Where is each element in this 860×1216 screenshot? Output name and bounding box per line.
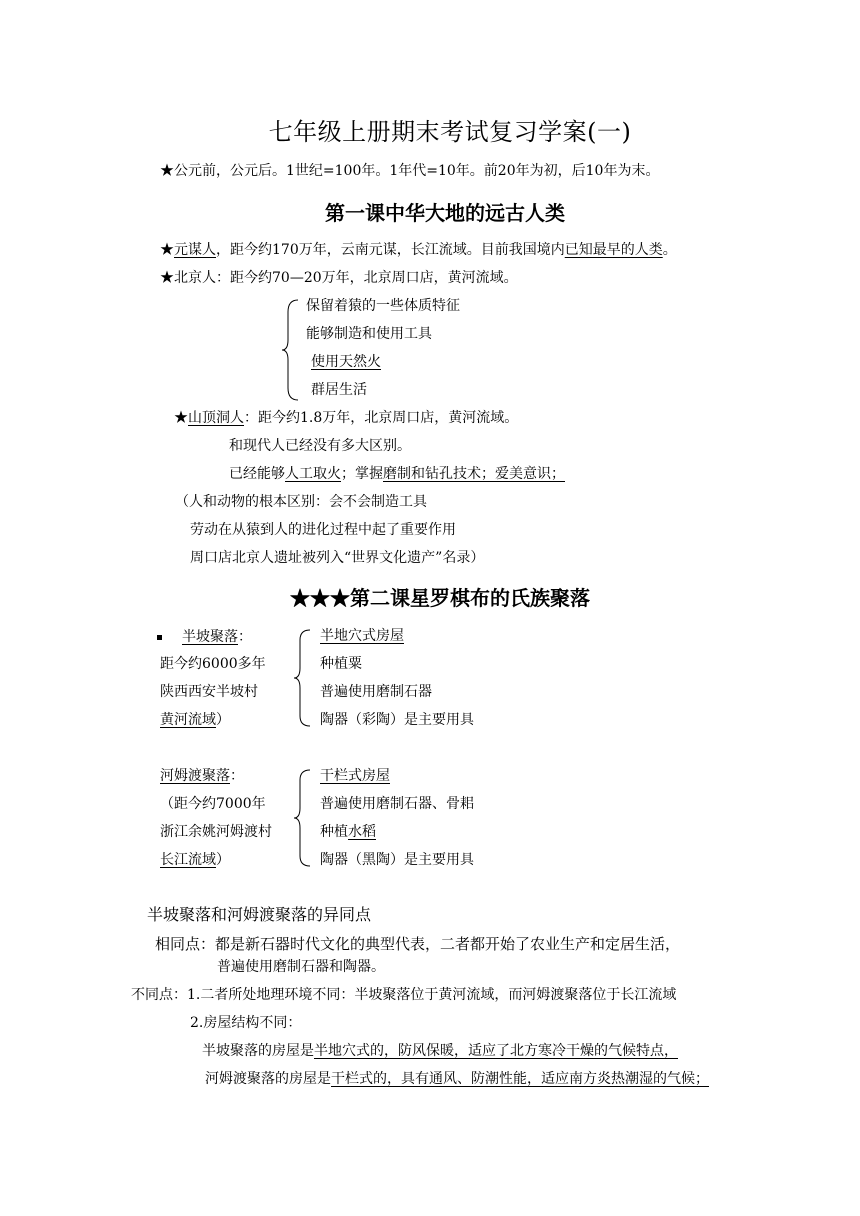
text-a: 已经能够 [229,466,285,482]
same-line-1: 相同点：都是新石器时代文化的典型代表，二者都开始了农业生产和定居生活， [155,935,681,953]
text-a: 河姆渡聚落的房屋是 [205,1071,331,1087]
note-line: （人和动物的根本区别：会不会制造工具 [175,494,427,510]
text-b: 半地穴式的，防风保暖，适应了北方寒冷干燥的气候特点， [314,1043,678,1059]
banpo-brace [292,626,316,730]
text-a: 种植 [320,824,348,840]
text-b: 人工取火 [285,466,341,482]
text-b: 水稻 [348,824,376,840]
banpo-colon: ： [238,629,252,645]
hemudu-feature [320,823,376,841]
lesson2-heading: ★★★第二课星罗棋布的氏族聚落 [290,586,590,610]
yuanmou-name: 元谋人 [174,242,216,258]
hemudu-brace [292,766,316,870]
hemudu-river: 长江流域 [160,852,216,868]
same-line-2: 普遍使用磨制石器和陶器。 [217,959,385,975]
feature-item: 群居生活 [311,382,367,398]
banpo-title [157,628,252,646]
hemudu-feature: 陶器（黑陶）是主要用具 [320,852,474,868]
hemudu-river-line [160,851,230,869]
shanding-line-3 [229,465,573,483]
text-a: 半坡聚落的房屋是 [202,1043,314,1059]
hemudu-info: （距今约7000年 [160,796,266,812]
features-brace [280,296,304,404]
hemudu-title [160,767,244,785]
hemudu-name: 河姆渡聚落 [160,768,230,784]
feature-item: 能够制造和使用工具 [306,326,432,342]
banpo-feature: 种植粟 [320,656,362,672]
hemudu-feature: 普遍使用磨制石器、骨耜 [320,796,474,812]
hemudu-info: 浙江余姚河姆渡村 [160,824,272,840]
text-d: 磨制和钻孔技术；爱美意识； [383,466,565,482]
yuanmou-highlight: 已知最早的人类 [564,242,663,258]
banpo-feature: 普遍使用磨制石器 [320,684,432,700]
star-mark: ★ [174,410,188,426]
beijing-line: ★北京人：距今约70—20万年，北京周口店，黄河流域。 [160,270,518,286]
feature-item: 使用天然火 [311,354,381,370]
banpo-feature: 半地穴式房屋 [320,628,404,644]
shanding-line-2: 和现代人已经没有多大区别。 [229,438,411,454]
hemudu-feature: 干栏式房屋 [320,768,390,784]
intro-line: ★公元前，公元后。1世纪=100年。1年代=10年。前20年为初，后10年为末。 [160,163,660,179]
paren-close: ） [216,852,230,868]
banpo-name: 半坡聚落 [182,629,238,645]
yuanmou-line [160,241,677,259]
yuanmou-desc: ，距今约170万年，云南元谋，长江流域。目前我国境内 [216,242,565,258]
shanding-desc: ：距今约1.8万年，北京周口店，黄河流域。 [244,410,519,426]
text-c: ；掌握 [341,466,383,482]
diff-line-4 [205,1070,709,1088]
banpo-river: 黄河流域 [160,712,216,728]
bullet-icon [157,635,162,640]
hemudu-colon: ： [230,768,244,784]
banpo-feature: 陶器（彩陶）是主要用具 [320,712,474,728]
shanding-name: 山顶洞人 [188,410,244,426]
banpo-info: 陕西西安半坡村 [160,684,258,700]
paren-close: ） [216,712,230,728]
diff-line-1: 不同点：1.二者所处地理环境不同：半坡聚落位于黄河流域，而河姆渡聚落位于长江流域 [131,987,677,1003]
yuanmou-end: 。 [662,242,677,258]
text-b: 干栏式的，具有通风、防潮性能，适应南方炎热潮湿的气候； [331,1071,709,1087]
diff-line-3 [202,1042,678,1060]
page-title: 七年级上册期末考试复习学案(一) [268,118,632,146]
star-mark: ★ [160,242,174,258]
lesson1-heading: 第一课中华大地的远古人类 [325,201,565,225]
diff-line-2: 2.房屋结构不同： [190,1015,302,1031]
compare-title: 半坡聚落和河姆渡聚落的异同点 [147,905,372,924]
note-line: 周口店北京人遗址被列入“世界文化遗产”名录） [190,550,485,566]
banpo-river-line [160,711,230,729]
shanding-line [174,409,518,427]
note-line: 劳动在从猿到人的进化过程中起了重要作用 [190,522,456,538]
feature-item: 保留着猿的一些体质特征 [306,298,460,314]
banpo-info: 距今约6000多年 [160,656,266,672]
